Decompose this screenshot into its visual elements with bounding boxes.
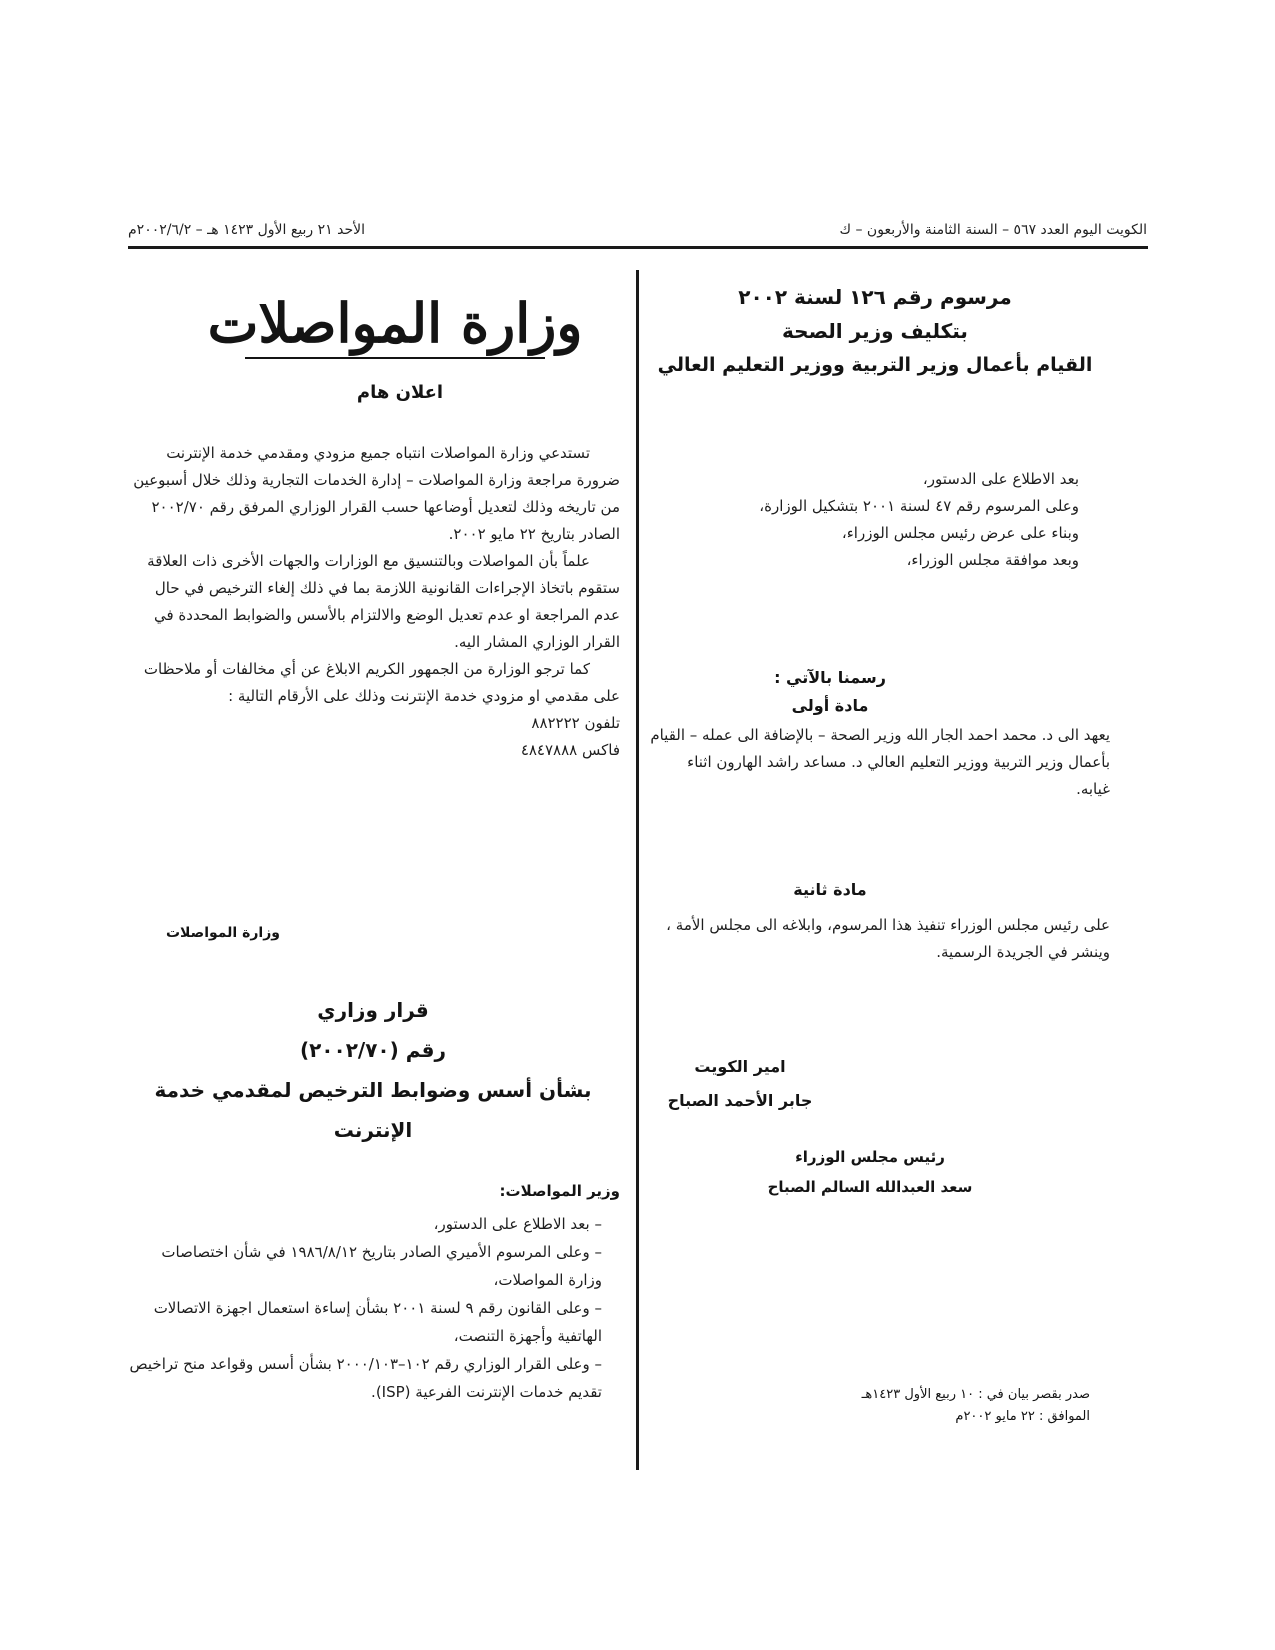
decree-title-line-3: القيام بأعمال وزير التربية ووزير التعليم العالي [657, 354, 1093, 376]
announcement-title: اعلان هام [356, 382, 444, 403]
issued-line-1: صدر بقصر بيان في : ١٠ ربيع الأول ١٤٢٣هـ [861, 1387, 1090, 1402]
resolved-text: رسمنا بالآتي : [774, 668, 886, 687]
announcement-signature: وزارة المواصلات [165, 925, 280, 941]
article-1-title: مادة أولى [791, 696, 869, 715]
preamble-line: وعلى المرسوم رقم ٤٧ لسنة ٢٠٠١ بتشكيل الوزارة، [759, 497, 1079, 515]
resolution-title [128, 990, 618, 1150]
emir-title: امير الكويت [694, 1057, 786, 1076]
announcement-paragraph-2: علماً بأن المواصلات وبالتنسيق مع الوزارات والجهات الأخرى ذات العلاقة ستقوم باتخاذ الإجراءات القانونية اللازمة بما في ذلك إلغاء الترخيص في حال عدم المراجعة او عدم تعديل الوضع والالتزام بالأسس والضوابط المحددة في القرار الوزاري المشار اليه. [147, 552, 620, 651]
contact-phone: تلفون ٨٨٢٢٢٢ [531, 714, 620, 732]
resolution-item: – وعلى المرسوم الأميري الصادر بتاريخ ١٩٨٦/٨/١٢ في شأن اختصاصات وزارة المواصلات، [161, 1243, 602, 1289]
decree-title [640, 280, 1110, 382]
decree-title-line-1: مرسوم رقم ١٢٦ لسنة ٢٠٠٢ [738, 285, 1012, 309]
preamble-line: وبعد موافقة مجلس الوزراء، [906, 551, 1079, 569]
pm-name: سعد العبدالله السالم الصباح [767, 1178, 973, 1196]
issued-line-2: الموافق : ٢٢ مايو ٢٠٠٢م [955, 1409, 1090, 1424]
decree-preamble [659, 466, 1079, 574]
ministry-logo-art [185, 280, 605, 370]
article-1-body: يعهد الى د. محمد احمد الجار الله وزير الصحة – بالإضافة الى عمله – القيام بأعمال وزير التربية ووزير التعليم العالي د. مساعد راشد الهارون اثناء غيابه. [650, 726, 1110, 798]
ministry-logo [185, 280, 605, 370]
article-2-title: مادة ثانية [793, 880, 867, 899]
resolution-title-line-3: بشأن أسس وضوابط الترخيص لمقدمي خدمة [154, 1078, 592, 1102]
emir-name: جابر الأحمد الصباح [667, 1091, 813, 1110]
resolution-preamble [128, 1210, 620, 1406]
resolution-title-line-4: الإنترنت [333, 1118, 413, 1142]
preamble-line: بعد الاطلاع على الدستور، [922, 470, 1079, 488]
issue-place-date [760, 1384, 1090, 1428]
resolution-item: – وعلى القانون رقم ٩ لسنة ٢٠٠١ بشأن إساءة استعمال اجهزة الاتصالات الهاتفية وأجهزة التنصت، [153, 1299, 602, 1345]
decree-title-line-2: بتكليف وزير الصحة [782, 319, 968, 343]
resolution-title-line-2: رقم (٢٠٠٢/٧٠) [299, 1038, 447, 1062]
header-rule [128, 246, 1148, 249]
decree-resolved [750, 664, 910, 720]
issue-header-right: الكويت اليوم العدد ٥٦٧ – السنة الثامنة والأربعون – ك [839, 222, 1147, 238]
resolution-title-line-1: قرار وزاري [317, 998, 429, 1022]
resolution-minister: وزير المواصلات: [499, 1182, 620, 1200]
contact-fax: فاكس ٤٨٤٧٨٨٨ [520, 741, 620, 759]
announcement-paragraph-1: تستدعي وزارة المواصلات انتباه جميع مزودي ومقدمي خدمة الإنترنت ضرورة مراجعة وزارة المواصلات – إدارة الخدمات التجارية وذلك خلال أسبوعين من تاريخه وذلك لتعديل أوضاعها حسب القرار الوزاري المرفق رقم ٢٠٠٢/٧٠ الصادر بتاريخ ٢٢ مايو ٢٠٠٢. [133, 444, 620, 543]
announcement-paragraph-3: كما ترجو الوزارة من الجمهور الكريم الابلاغ عن أي مخالفات أو ملاحظات على مقدمي او مزودي خدمة الإنترنت وذلك على الأرقام التالية : [143, 660, 620, 705]
issue-header-date: الأحد ٢١ ربيع الأول ١٤٢٣ هـ – ٢٠٠٢/٦/٢م [128, 222, 366, 238]
resolution-item: – وعلى القرار الوزاري رقم ١٠٢–٢٠٠٠/١٠٣ بشأن أسس وقواعد منح تراخيص تقديم خدمات الإنترنت الفرعية (ISP). [129, 1355, 602, 1401]
pm-title: رئيس مجلس الوزراء [795, 1148, 945, 1166]
column-divider [636, 270, 639, 1470]
announcement-body [128, 440, 620, 764]
ministry-logo-text: وزارة المواصلات [207, 291, 583, 355]
preamble-line: وبناء على عرض رئيس مجلس الوزراء، [841, 524, 1079, 542]
resolution-item: – بعد الاطلاع على الدستور، [433, 1215, 602, 1233]
emir-signature [640, 1050, 840, 1118]
article-2-body: على رئيس مجلس الوزراء تنفيذ هذا المرسوم، وابلاغه الى مجلس الأمة ، وينشر في الجريدة الرسمية. [666, 916, 1110, 961]
pm-signature [740, 1142, 1000, 1202]
